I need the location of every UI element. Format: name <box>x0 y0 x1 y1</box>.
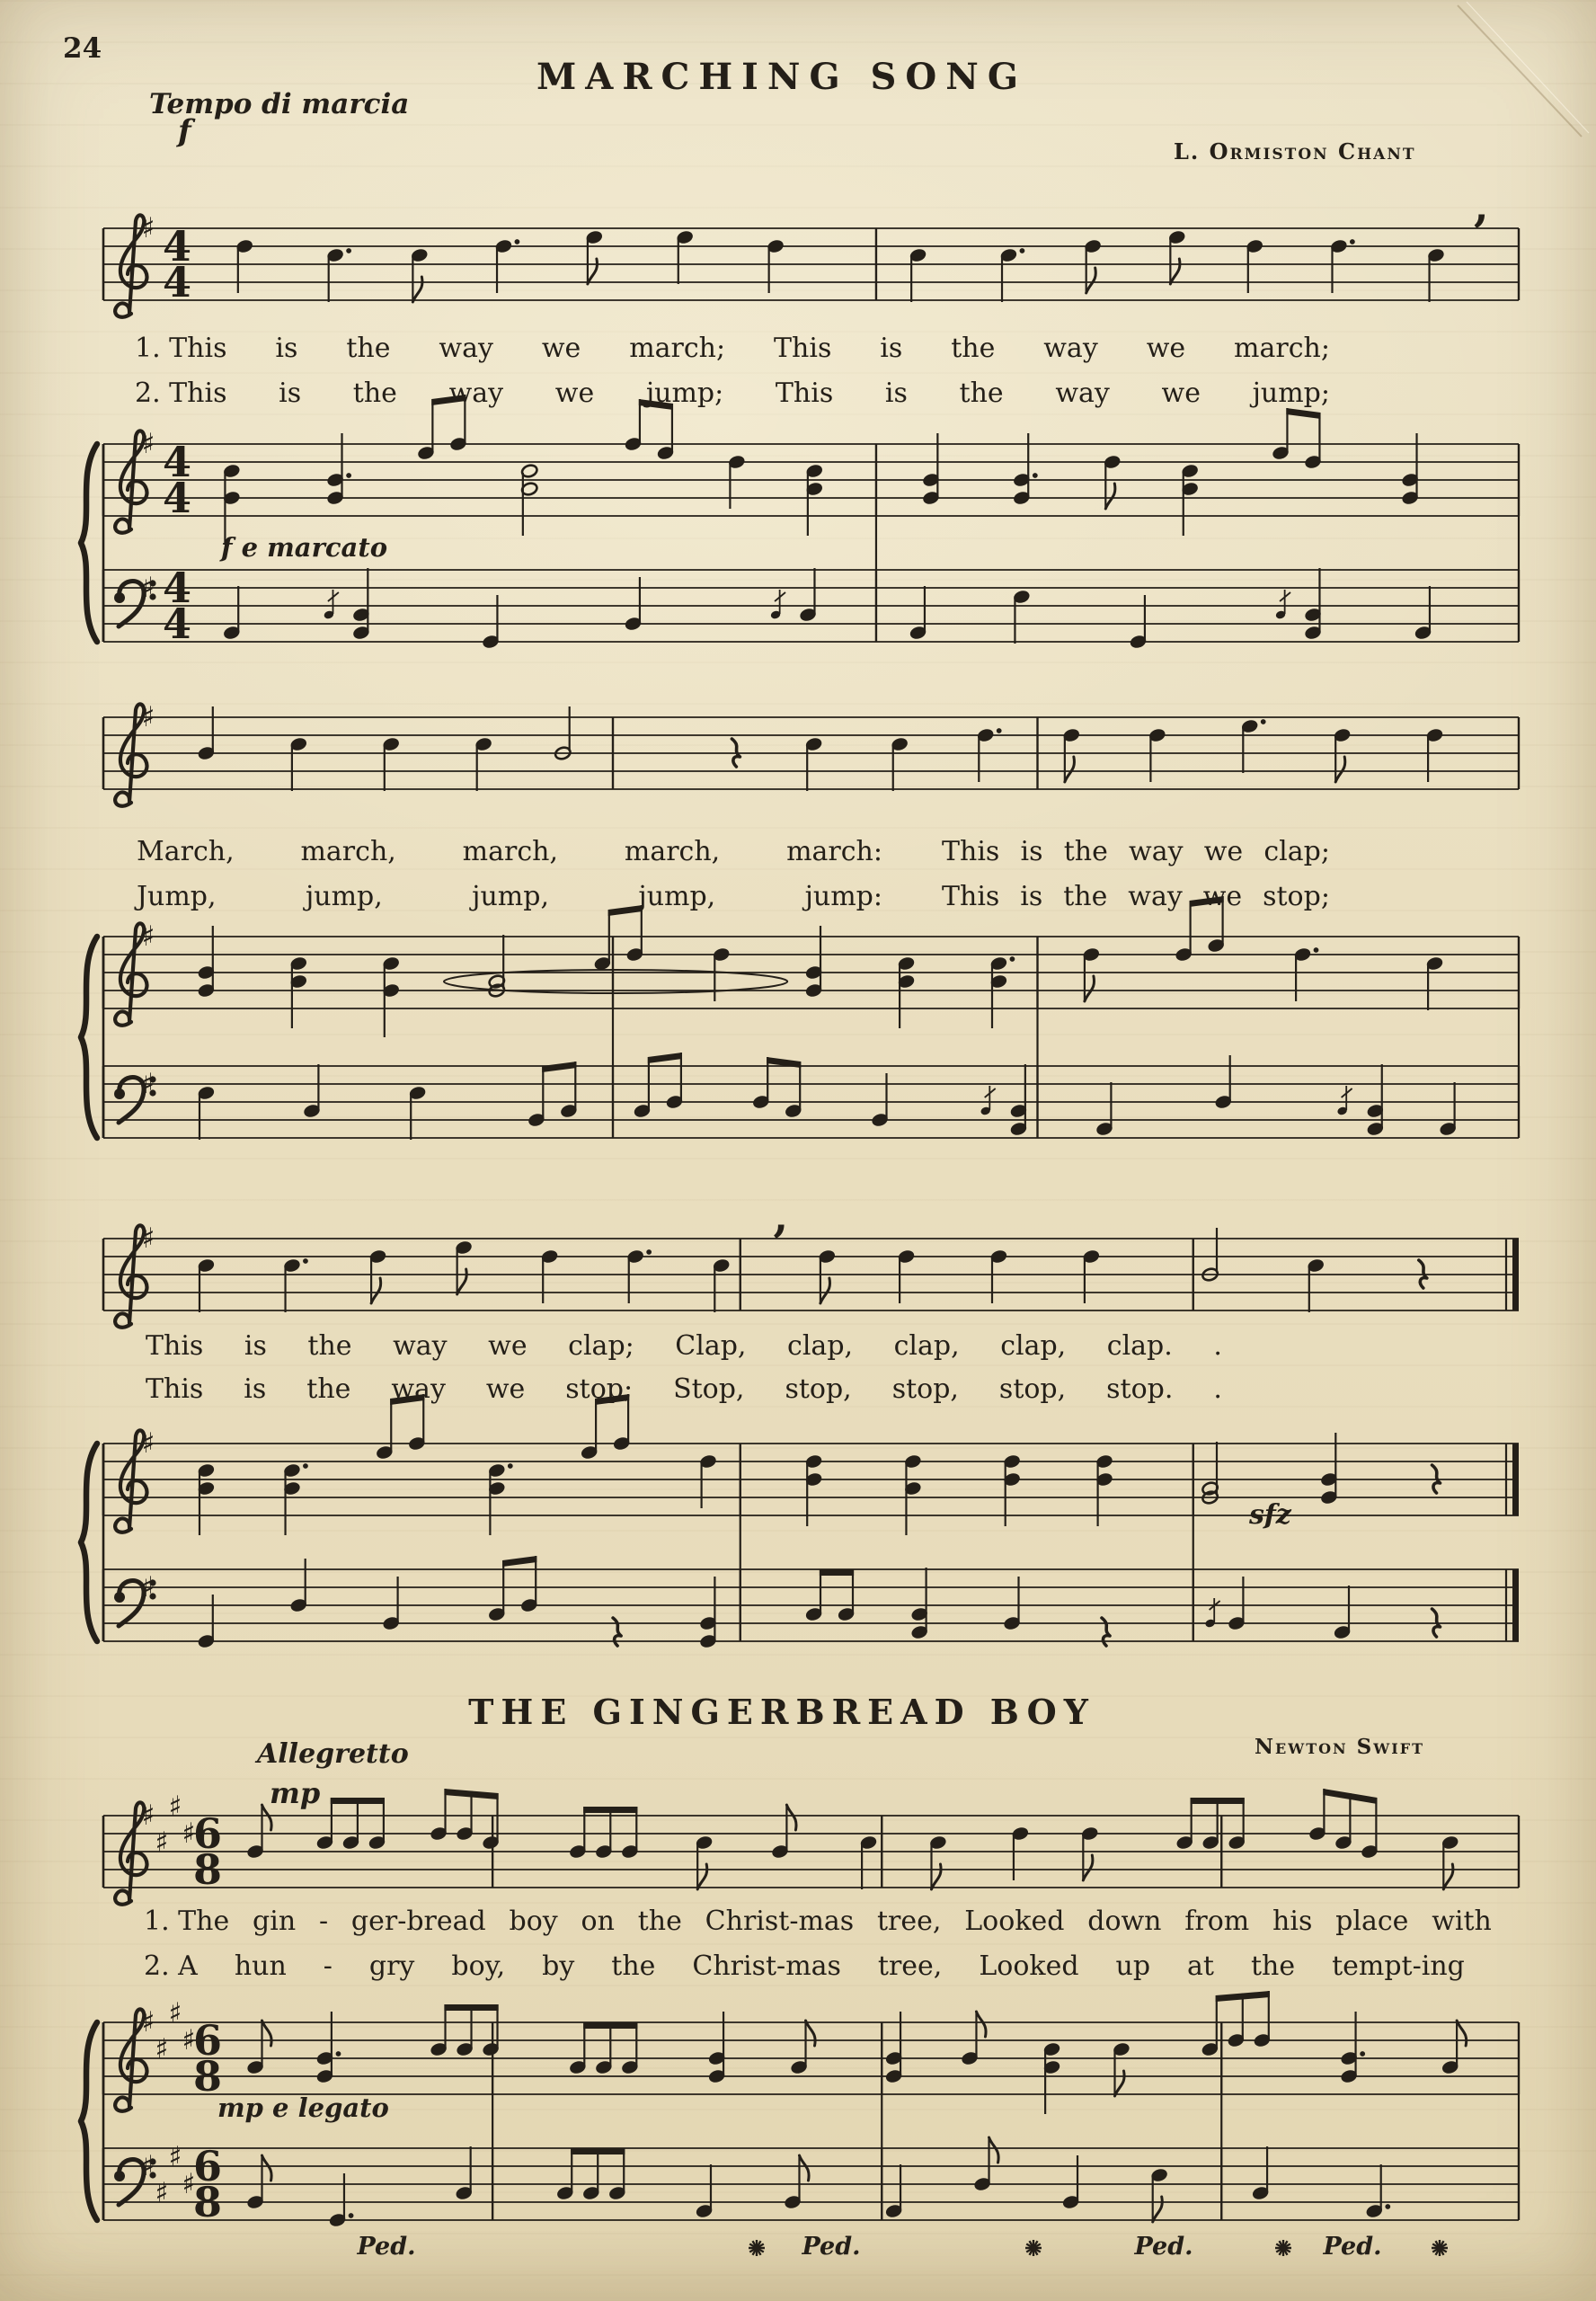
svg-text:8: 8 <box>192 2052 223 2101</box>
lyric-word: way <box>393 1330 448 1362</box>
lyrics-gingerbread-verse1 <box>144 1906 1492 1937</box>
page-number: 24 <box>63 32 102 65</box>
lyrics-verse2-line2-right <box>942 881 1330 912</box>
svg-text:♯: ♯ <box>168 1790 182 1823</box>
svg-text:4: 4 <box>162 564 192 612</box>
staff-piano-rh <box>103 896 1519 1037</box>
lyric-word: way <box>1043 333 1098 364</box>
lyric-word: Clap, <box>675 1330 747 1362</box>
pedal-marking: Ped. <box>357 2233 416 2261</box>
lyric-word: march, <box>462 836 559 867</box>
lyric-word: clap; <box>568 1330 634 1362</box>
svg-text:♯: ♯ <box>182 2168 196 2200</box>
lyric-word: by <box>542 1950 575 1982</box>
lyric-word: boy <box>509 1906 558 1937</box>
staff-piano-lh <box>103 1556 1519 1648</box>
lyrics-verse1-line1 <box>135 333 1330 364</box>
svg-text:♯: ♯ <box>155 1826 169 1859</box>
piece1-title: MARCHING SONG <box>536 56 1027 98</box>
lyric-word: place <box>1335 1906 1409 1937</box>
lyric-word: the <box>307 1330 352 1362</box>
lyric-word: stop, <box>998 1373 1067 1405</box>
lyric-word: jump, <box>638 881 716 912</box>
lyric-word: Christ-mas <box>705 1906 855 1937</box>
lyric-word: Looked <box>964 1906 1065 1937</box>
svg-text:♯: ♯ <box>141 2150 155 2182</box>
piano-brace <box>81 1444 1193 1641</box>
lyrics-verse2-line3 <box>146 1373 1222 1405</box>
lyric-word: stop, <box>891 1373 959 1405</box>
lyric-word: march, <box>300 836 396 867</box>
lyric-word: we <box>485 1373 526 1405</box>
lyric-word: we <box>554 378 595 409</box>
lyric-word: up <box>1115 1950 1151 1982</box>
svg-text:8: 8 <box>192 1845 223 1894</box>
svg-text:♯: ♯ <box>168 2141 182 2173</box>
lyric-word: the <box>959 378 1004 409</box>
staff-piano-lh <box>103 2137 1519 2227</box>
svg-text:♯: ♯ <box>168 1997 182 2030</box>
lyric-word: is <box>275 333 298 364</box>
lyrics-verse1-line2-right <box>942 836 1330 867</box>
lyric-word: jump; <box>645 378 724 409</box>
lyric-word: jump, <box>472 881 549 912</box>
lyric-word: hun <box>234 1950 287 1982</box>
lyric-word: 1. This <box>135 333 227 364</box>
lyric-word: the <box>352 378 397 409</box>
lyric-word: is <box>880 333 903 364</box>
lyric-word: March, <box>137 836 235 867</box>
lyric-word: clap, <box>1000 1330 1067 1362</box>
lyric-word: way <box>439 333 493 364</box>
svg-text:4: 4 <box>162 474 192 522</box>
lyric-word: at <box>1187 1950 1214 1982</box>
staff-voice <box>103 182 1519 317</box>
svg-text:♯: ♯ <box>141 1571 155 1604</box>
piece2-title: THE GINGERBREAD BOY <box>468 1692 1095 1732</box>
svg-text:♯: ♯ <box>182 1817 196 1850</box>
svg-text:♯: ♯ <box>141 212 155 244</box>
legato-dynamic: mp e legato <box>217 2092 389 2123</box>
lyric-word: from <box>1184 1906 1250 1937</box>
svg-text:♯: ♯ <box>141 1427 155 1460</box>
svg-text:6: 6 <box>192 2016 223 2065</box>
lyric-word: clap; <box>1264 836 1330 867</box>
lyric-word: 2. This <box>135 378 227 409</box>
lyrics-gingerbread-verse2 <box>144 1950 1465 1982</box>
lyric-word: Jump, <box>137 881 217 912</box>
staff-piano-rh <box>103 1394 1519 1535</box>
staff-piano-lh <box>103 564 1519 649</box>
lyric-word: the <box>1063 836 1108 867</box>
lyric-word: way <box>1128 881 1183 912</box>
svg-text:♯: ♯ <box>141 2006 155 2039</box>
lyric-word: 1. The <box>144 1906 230 1937</box>
piece2-composer: Newton Swift <box>1255 1735 1424 1759</box>
svg-text:♯: ♯ <box>155 2033 169 2066</box>
svg-text:♯: ♯ <box>182 2024 196 2057</box>
lyric-word: jump; <box>1252 378 1330 409</box>
lyric-word: we <box>1202 881 1243 912</box>
lyric-word: gin <box>253 1906 297 1937</box>
lyric-word: This <box>146 1373 204 1405</box>
lyric-word: the <box>951 333 996 364</box>
lyric-word: way <box>448 378 504 409</box>
lyric-word: stop; <box>565 1373 634 1405</box>
lyric-word: This <box>942 836 1000 867</box>
staff-voice <box>103 701 1519 806</box>
lyric-word: the <box>306 1373 351 1405</box>
lyric-word: the <box>611 1950 656 1982</box>
lyrics-verse2-line2-left <box>137 881 882 912</box>
lyric-word: is <box>244 1373 267 1405</box>
piece2-tempo-marking: Allegretto <box>257 1738 409 1770</box>
lyric-word: his <box>1272 1906 1313 1937</box>
svg-text:♯: ♯ <box>141 1068 155 1100</box>
lyric-word: we <box>1203 836 1244 867</box>
lyric-word: boy, <box>451 1950 506 1982</box>
lyric-word: way <box>391 1373 446 1405</box>
pedal-marking: Ped. <box>1134 2233 1193 2261</box>
piece1-tempo-marking: Tempo di marcia <box>149 88 410 120</box>
lyric-word: This <box>774 333 832 364</box>
svg-text:4: 4 <box>162 222 192 271</box>
lyric-word: is <box>1020 881 1043 912</box>
lyric-word: we <box>488 1330 528 1362</box>
lyrics-verse1-line2-left <box>137 836 882 867</box>
lyric-word: is <box>884 378 908 409</box>
sforzando-dynamic: sfz <box>1249 1499 1291 1531</box>
svg-text:♯: ♯ <box>141 1799 155 1832</box>
pedal-release-star-icon <box>1025 2240 1042 2256</box>
svg-text:4: 4 <box>162 438 192 486</box>
lyric-word: is <box>279 378 302 409</box>
svg-text:6: 6 <box>192 2142 223 2190</box>
pedal-release-star-icon <box>1275 2240 1291 2256</box>
staff-piano-lh <box>103 1053 1519 1140</box>
lyric-word: This <box>146 1330 204 1362</box>
lyric-word: This <box>775 378 834 409</box>
lyric-word: Stop, <box>673 1373 745 1405</box>
lyric-word: clap, <box>787 1330 854 1362</box>
lyric-word: on <box>581 1906 615 1937</box>
piece1-composer: L. Ormiston Chant <box>1174 138 1416 164</box>
svg-text:6: 6 <box>192 1809 223 1858</box>
lyric-word: - <box>323 1950 332 1982</box>
lyric-word: the <box>637 1906 682 1937</box>
lyric-word: tree, <box>877 1906 942 1937</box>
svg-text:♯: ♯ <box>141 1222 155 1255</box>
lyric-word: we <box>541 333 581 364</box>
pedal-marking: Ped. <box>802 2233 861 2261</box>
lyric-word: way <box>1055 378 1110 409</box>
lyrics-verse2-line1 <box>135 378 1330 409</box>
lyric-word: march; <box>1234 333 1330 364</box>
svg-text:4: 4 <box>162 600 192 648</box>
svg-text:♯: ♯ <box>141 920 155 953</box>
svg-text:8: 8 <box>192 2178 223 2226</box>
lyric-word: stop. <box>1106 1373 1174 1405</box>
lyric-word: clap. <box>1106 1330 1173 1362</box>
svg-text:♯: ♯ <box>155 2177 169 2209</box>
marcato-dynamic: f e marcato <box>221 532 388 563</box>
lyric-word: down <box>1087 1906 1162 1937</box>
lyric-word: jump, <box>305 881 383 912</box>
lyric-word: the <box>1063 881 1108 912</box>
svg-text:♯: ♯ <box>141 572 155 604</box>
pedal-marking: Ped. <box>1323 2233 1382 2261</box>
lyric-word: stop; <box>1263 881 1330 912</box>
lyric-word: This <box>942 881 1000 912</box>
lyric-word: the <box>1250 1950 1296 1982</box>
lyric-word: way <box>1129 836 1184 867</box>
lyric-word: - <box>318 1906 329 1937</box>
lyric-word: with <box>1432 1906 1492 1937</box>
svg-text:♯: ♯ <box>141 701 155 733</box>
pedal-release-star-icon <box>749 2240 765 2256</box>
lyric-word: march, <box>624 836 721 867</box>
mezzo-piano-dynamic: mp <box>270 1776 321 1810</box>
svg-text:♯: ♯ <box>141 428 155 460</box>
lyric-word: . <box>1213 1330 1222 1362</box>
svg-text:,: , <box>1474 182 1489 232</box>
lyric-word: . <box>1213 1373 1222 1405</box>
lyric-word: clap, <box>893 1330 960 1362</box>
forte-dynamic: f <box>178 113 191 149</box>
lyric-word: jump: <box>804 881 882 912</box>
lyric-word: march: <box>786 836 882 867</box>
svg-text:4: 4 <box>162 258 192 307</box>
lyric-word: we <box>1161 378 1201 409</box>
svg-text:,: , <box>773 1192 789 1242</box>
lyric-word: we <box>1146 333 1186 364</box>
lyric-word: stop, <box>785 1373 852 1405</box>
lyric-word: Looked <box>979 1950 1079 1982</box>
lyric-word: gry <box>368 1950 415 1982</box>
lyric-word: 2. A <box>144 1950 198 1982</box>
lyric-word: is <box>244 1330 267 1362</box>
lyric-word: march; <box>629 333 726 364</box>
lyric-word: ger-bread <box>350 1906 486 1937</box>
lyric-word: tempt-ing <box>1332 1950 1465 1982</box>
staff-piano-rh <box>103 395 1519 545</box>
lyric-word: Christ-mas <box>692 1950 841 1982</box>
lyric-word: the <box>346 333 391 364</box>
lyrics-verse1-line3 <box>146 1330 1222 1362</box>
lyric-word: tree, <box>877 1950 943 1982</box>
lyric-word: is <box>1020 836 1043 867</box>
pedal-release-star-icon <box>1432 2240 1448 2256</box>
staff-voice <box>103 1192 1519 1328</box>
